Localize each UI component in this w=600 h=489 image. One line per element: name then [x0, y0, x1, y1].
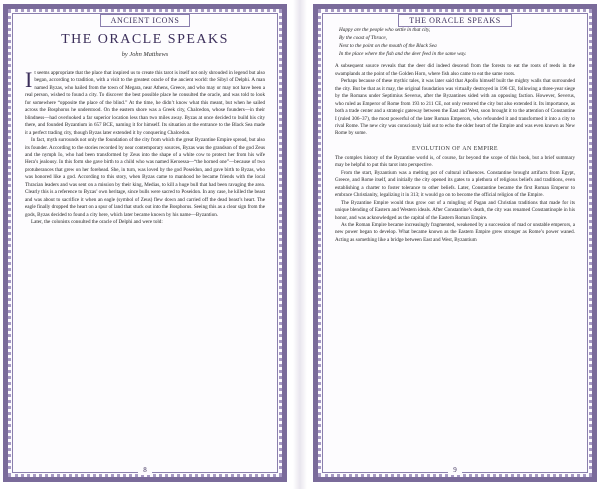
oracle-verse [339, 26, 575, 58]
paragraph: The Byzantine Empire would thus grow out of a mingling of Pagan and Christian traditions that made for its unique blending of Eastern and Western ideals. After Constantine’s death, the city was renamed Constantinople in his honor, and was acknowledged as the capital of the Eastern Roman Empire. [335, 199, 575, 221]
running-head-label: THE ORACLE SPEAKS [398, 14, 512, 27]
book-gutter [293, 0, 307, 489]
right-page [313, 4, 597, 482]
drop-cap: I [25, 67, 33, 92]
running-head-label: ANCIENT ICONS [100, 14, 191, 27]
paragraph: In fact, myth surrounds not only the foundation of the city from which the great Byzantine Empire spread, but also its founder. According to the stories recorded by near contemporary sources, Byzas was the grandson of the god Zeus and the nymph Io, who had been transformed by Zeus into the shape of a white cow to protect her from his wife Hera’s jealousy. In this form she gave birth to a child who was named Keroessa—“the horned one”—because of two protuberances that grew on her forehead. She, in turn, was loved by the god Poseidon, and gave birth to Byzas, who was honored like a god. According to this story, when Byzas came to manhood he became friends with the local Thracian leaders and was sent on a mission by their king, Medias, to kill a huge bull that had been ravaging the area. Clearly this is a reference to Byzas’ own heritage, since bulls were sacred to Poseidon. In any case, he killed the beast and was about to sacrifice it when an eagle (symbol of Zeus) flew down and carried off the dead beast’s heart. The eagle finally dropped the heart on a spur of land that stuck out into the Bosphorus. Seeing this as a clear sign from the gods, Byzas decided to found a city here, which later became known by his name—Byzantion. [25, 137, 265, 218]
page-number [313, 459, 597, 477]
verse-line: In the place where the fish and the deer feed in the same way. [339, 51, 467, 58]
verse-line: Happy are the people who settle in that city, [339, 27, 431, 33]
left-page-content [25, 24, 265, 466]
paragraph: Perhaps because of these mythic tales, it was later said that Apollo himself built the mighty walls that surrounded the city. But be that as it may, the original foundation was virtually destroyed in 196 CE, following a three-year siege by the Romans under Septimius Severus, after the Byzantines sided with an opposing faction. However, Severus, who ruled as Emperor of Rome from 193 to 211 CE, not only restored the city but also extended it. Its importance, as both a trade center and a strategic gateway between the East and West, soon brought it to the attention of Constantine I (ruled 306–37), the most powerful of the later Roman Emperors, who refounded it and transformed it into a city to rival Rome. The new city was consciously laid out to echo the older heart of the Empire and was even known as New Rome by some. [335, 78, 575, 137]
paragraph: From the start, Byzantium was a melting pot of cultural influences. Constantine brought artifacts from Egypt, Greece, and Rome itself, and initially the city opened its gates to a plethora of religious beliefs and traditions, even establishing a charter to foster tolerance to other beliefs. Later, Constantine became the first Roman Emperor to embrace Christianity, legalizing it in 313; it would go on to become the official religion of the Empire. [335, 169, 575, 199]
paragraph: A subsequent source reveals that the deer did indeed descend from the forests to eat the roots of reeds in the swamplands at the point of the Golden Horn, where fish also came to eat the same roots. [335, 63, 575, 77]
paragraph: The complex history of the Byzantine world is, of course, far beyond the scope of this book, but a brief summary may be helpful to put this tarot into perspective. [335, 154, 575, 169]
verse-line: Next to the point on the mouth of the Black Sea [339, 43, 437, 50]
chapter-title: THE ORACLE SPEAKS [61, 32, 229, 47]
right-page-content [335, 24, 575, 466]
left-page [3, 4, 287, 482]
paragraph-text: t seems appropriate that the place that inspired us to create this tarot is itself not only shrouded in legend but also began, according to tradition, with a visit to the greatest oracle of the ancient world: the Sibyl of Delphi. A man named Byzas, who hailed from the town of Megara, near Athens, Greece, and who may or may not have been a real person, wished to found a city. To discover the best possible place he consulted the oracle, and was told to look for somewhere “opposite the place of the blind.” At the time, he didn’t know what this meant, but when he sailed across the Bosphorus he understood. On the eastern shore was a Greek city, Chalcedon, whose founders—in their blindness—had overlooked a far superior location less than two miles away. Byzas at once decided to build his city there, and founded Byzantium in 657 BCE, naming it for himself. Its situation at the entrance to the Black Sea made it a perfect trading city, though Byzas later extended it by conquering Chalcedon. [25, 70, 265, 136]
page-number-label: 9 [448, 466, 462, 475]
byline: by John Matthews [121, 51, 169, 58]
paragraph: As the Roman Empire became increasingly fragmented, weakened by a succession of mad or unstable emperors, a new power began to develop. What became known as the Eastern Empire grew stronger as Rome’s power waned. Acting as something like a bridge between East and West, Byzantium [335, 221, 575, 243]
verse-line: By the coast of Thrace, [339, 35, 387, 42]
page-number [3, 459, 287, 477]
paragraph [25, 67, 265, 137]
page-number-label: 8 [138, 466, 152, 475]
section-heading: EVOLUTION OF AN EMPIRE [412, 145, 498, 152]
paragraph: Later, the colonists consulted the oracle of Delphi and were told: [31, 219, 163, 226]
